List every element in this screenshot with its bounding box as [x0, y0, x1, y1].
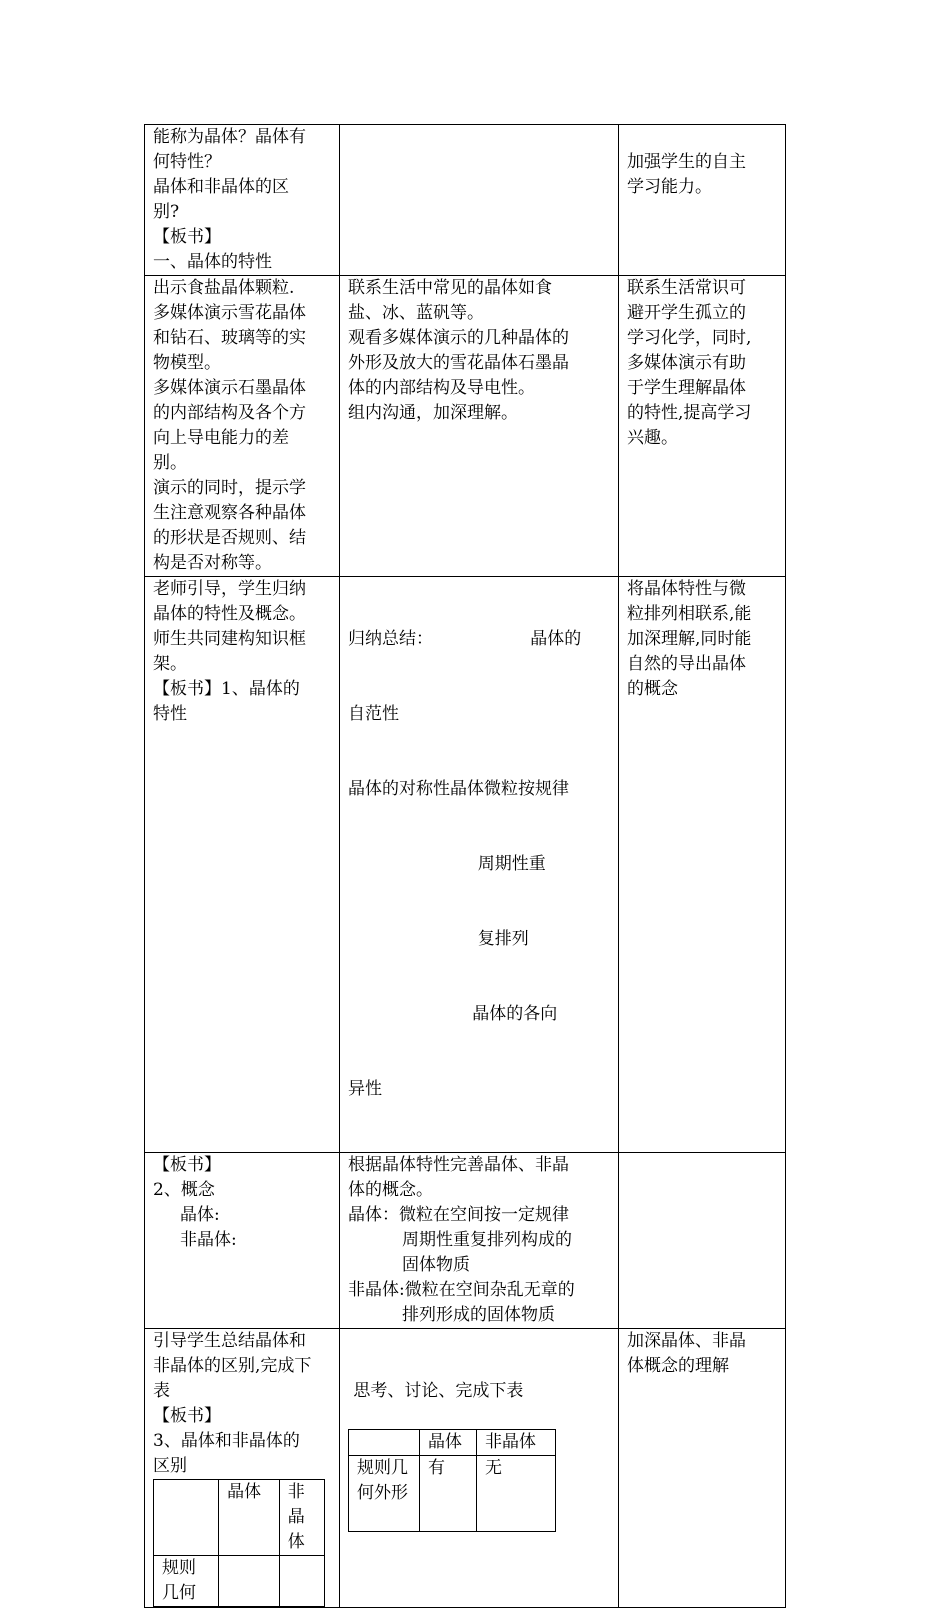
table-cell [219, 1556, 280, 1607]
text-line: 【板书】 [153, 227, 221, 247]
text-line: 体概念的理解 [627, 1356, 729, 1376]
text-line: 学习能力。 [627, 177, 712, 197]
text-line: 异性 [348, 1079, 382, 1099]
text-line: 别? [153, 202, 180, 222]
text-line: 观看多媒体演示的几种晶体的 [348, 328, 569, 348]
comparison-table-blank [153, 1479, 325, 1607]
text-line: 盐、冰、蓝矾等。 [348, 303, 484, 323]
text-line: 师生共同建构知识框 [153, 629, 306, 649]
teacher-activity-cell [145, 276, 340, 577]
student-activity-cell [340, 1153, 619, 1329]
text-line: 【板书】1、晶体的 [153, 679, 300, 699]
text-line: 体的内部结构及导电性。 [348, 378, 535, 398]
text-line: 粒排列相联系,能 [627, 604, 752, 624]
table-row [145, 1153, 786, 1329]
text-line: 周期性重复排列构成的 [348, 1230, 573, 1250]
spacer [348, 1404, 610, 1429]
table-cell: 非晶体 [477, 1430, 556, 1456]
table-row [349, 1430, 556, 1456]
table-row [145, 125, 786, 276]
text-line: 区别 [153, 1456, 187, 1476]
design-intent-cell [619, 577, 786, 1153]
text-line: 外形及放大的雪花晶体石墨晶 [348, 353, 569, 373]
text-line: 组内沟通，加深理解。 [348, 403, 518, 423]
design-intent-cell [619, 125, 786, 276]
text-line: 架。 [153, 654, 187, 674]
text-line: 何特性？ [153, 152, 221, 172]
text-line: 出示食盐晶体颗粒. [153, 278, 295, 298]
text-line: 固体物质 [348, 1255, 471, 1275]
table-cell: 晶体 [219, 1480, 280, 1556]
teacher-activity-cell [145, 1329, 340, 1608]
table-cell: 无 [477, 1456, 556, 1532]
spacer [348, 1354, 610, 1379]
comparison-table-completed [348, 1429, 556, 1532]
table-cell: 非晶体 [279, 1480, 324, 1556]
text-line: 生注意观察各种晶体 [153, 503, 306, 523]
text-line: 联系生活常识可 [627, 278, 746, 298]
text-line: 体的概念。 [348, 1180, 433, 1200]
text-line: 物模型。 [153, 353, 221, 373]
text-line: 构是否对称等。 [153, 553, 272, 573]
table-row [145, 276, 786, 577]
table-cell: 有 [420, 1456, 477, 1532]
text-line: 自然的导出晶体 [627, 654, 746, 674]
design-intent-cell [619, 1153, 786, 1329]
table-row [349, 1456, 556, 1532]
text-line: 排列形成的固体物质 [348, 1305, 556, 1325]
text-line: 根据晶体特性完善晶体、非晶 [348, 1155, 569, 1175]
table-row [145, 577, 786, 1153]
text-line: 引导学生总结晶体和 [153, 1331, 306, 1351]
text-line: 加强学生的自主 [627, 152, 746, 172]
text-line: 多媒体演示有助 [627, 353, 746, 373]
text-line: 的特性,提高学习 [627, 403, 752, 423]
text-line: 2、概念 [153, 1180, 215, 1200]
student-activity-cell [340, 125, 619, 276]
table-cell [349, 1430, 420, 1456]
spacer [348, 1329, 610, 1354]
text-line: 表 [153, 1381, 170, 1401]
table-cell: 规则几何 [154, 1556, 219, 1607]
text-line: 老师引导，学生归纳 [153, 579, 306, 599]
student-activity-cell [340, 1329, 619, 1608]
text-line: 的内部结构及各个方 [153, 403, 306, 423]
text-line: 非晶体的区别,完成下 [153, 1356, 312, 1376]
text-line: 晶体和非晶体的区 [153, 177, 289, 197]
text-line: 能称为晶体？晶体有 [153, 127, 306, 147]
text-line: 晶体的对称性晶体微粒按规律 [348, 779, 569, 799]
text-line: 别。 [153, 453, 187, 473]
table-row [154, 1556, 325, 1607]
table-cell [279, 1556, 324, 1607]
text-line: 非晶体:微粒在空间杂乱无章的 [348, 1280, 575, 1300]
text-line: 3、晶体和非晶体的 [153, 1431, 300, 1451]
text-line: 的概念 [627, 679, 678, 699]
text-line: 于学生理解晶体 [627, 378, 746, 398]
text-line: 多媒体演示雪花晶体 [153, 303, 306, 323]
table-row [154, 1480, 325, 1556]
text-line: 一、晶体的特性 [153, 252, 272, 272]
text-line: 归纳总结： 晶体的 [348, 629, 582, 649]
text-line: 【板书】 [153, 1406, 221, 1426]
text-line: 晶体的各向 [348, 1004, 558, 1024]
text-line: 演示的同时，提示学 [153, 478, 306, 498]
text-line: 学习化学，同时, [627, 328, 752, 348]
text-line: 将晶体特性与微 [627, 579, 746, 599]
design-intent-cell [619, 276, 786, 577]
text-line: 兴趣。 [627, 428, 678, 448]
text-line: 复排列 [348, 929, 529, 949]
text-line: 自范性 [348, 704, 399, 724]
text-line: 多媒体演示石墨晶体 [153, 378, 306, 398]
student-activity-cell [340, 577, 619, 1153]
text-line: 加深理解,同时能 [627, 629, 752, 649]
text-line: 加深晶体、非晶 [627, 1331, 746, 1351]
text-line: 的形状是否规则、结 [153, 528, 306, 548]
text-line: 【板书】 [153, 1155, 221, 1175]
text-line: 晶体: [153, 1205, 220, 1225]
table-cell: 晶体 [420, 1430, 477, 1456]
design-intent-cell [619, 1329, 786, 1608]
text-line: 和钻石、玻璃等的实 [153, 328, 306, 348]
text-line: 避开学生孤立的 [627, 303, 746, 323]
student-activity-cell [340, 276, 619, 577]
text-line: 特性 [153, 704, 187, 724]
teacher-activity-cell [145, 125, 340, 276]
text-line: 非晶体: [153, 1230, 237, 1250]
text-line: 晶体：微粒在空间按一定规律 [348, 1205, 569, 1225]
text-line: 周期性重 [348, 854, 546, 874]
spacer [627, 125, 777, 150]
text-line: 向上导电能力的差 [153, 428, 289, 448]
table-cell: 规则几何外形 [349, 1456, 420, 1532]
table-row [145, 1329, 786, 1608]
teacher-activity-cell [145, 1153, 340, 1329]
teacher-activity-cell [145, 577, 340, 1153]
text-line: 联系生活中常见的晶体如食 [348, 278, 552, 298]
table-cell [154, 1480, 219, 1556]
text-line: 思考、讨论、完成下表 [348, 1381, 524, 1401]
text-line: 晶体的特性及概念。 [153, 604, 306, 624]
lesson-plan-table [144, 124, 786, 1608]
